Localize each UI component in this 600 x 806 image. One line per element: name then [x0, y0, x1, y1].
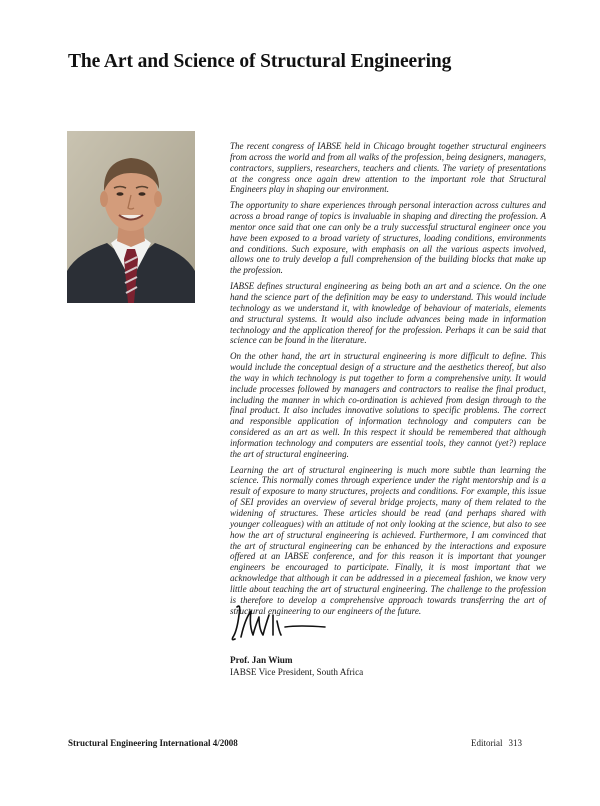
footer-page-info	[471, 738, 522, 748]
footer-page-number: 313	[508, 738, 522, 748]
footer-journal: Structural Engineering International 4/2008	[68, 738, 238, 748]
footer-section: Editorial	[471, 738, 503, 748]
author-photo	[67, 131, 195, 303]
author-role: IABSE Vice President, South Africa	[230, 667, 364, 677]
author-name: Prof. Jan Wium	[230, 655, 293, 665]
article-paragraph: On the other hand, the art in structural engineering is more difficult to define. This would include the conceptual design of a structure and the aesthetics thereof, but also the way in which technology is put together to form a comprehensive unity. It would include processes followed by managers and contractors to realise the final product, including the manner in which co-ordination is achieved from design through to the final product. It also includes innovative solutions to specific problems. The correct and responsible application of information technology and computers can be considered as an art as well. In this respect it should be remembered that although information technology and computers are essential tools, they cannot (yet?) replace the art of structural engineering.	[230, 351, 546, 459]
author-signature	[229, 597, 329, 647]
article-paragraph: IABSE defines structural engineering as being both an art and a science. On the one hand the science part of the definition may be easy to understand. This would include technology as we understand it, with knowledge of behaviour of materials, elements and structural systems. It would also include advances being made in information technology and the application thereof for the profession. Perhaps it can be said that science can be found in the literature.	[230, 281, 546, 346]
article-paragraph: The recent congress of IABSE held in Chicago brought together structural engineers from across the world and from all walks of the profession, being designers, managers, contractors, suppliers, researchers, teachers and clients. The variety of presentations at the congress once again drew attention to the important role that Structural Engineers play in shaping our environment.	[230, 141, 546, 195]
article-title: The Art and Science of Structural Engineering	[68, 51, 452, 72]
article-paragraph: The opportunity to share experiences through personal interaction across cultures and across a broad range of topics is invaluable in shaping and directing the profession. A mentor once said that one can only be a truly successful structural engineer once you have been exposed to a broad variety of structures, loading conditions, environments and conditions. Such exposure, with emphasis on all the various aspects involved, allows one to truly develop a full comprehension of the building blocks that make up the profession.	[230, 200, 546, 276]
article-body	[230, 141, 546, 621]
article-paragraph: Learning the art of structural engineering is much more subtle than learning the science. This normally comes through experience under the right mentorship and is a result of exposure to many structures, projects and conditions. For example, this issue of SEI provides an overview of several bridge projects, many of them related to the widening of structures. These articles should be read (and perhaps shared with younger colleagues) with an attitude of not only looking at the science, but also to see how the art of structural engineering is achieved. Furthermore, I am convinced that the art of structural engineering can be enhanced by the interactions and exposure offered at an IABSE conference, and for this reason it is important that younger engineers be encouraged to participate. Finally, it is most important that we acknowledge that although it can be addressed in a piecemeal fashion, we know very little about teaching the art of structural engineering. The challenge to the profession is therefore to develop a comprehensive approach towards transferring the art of structural engineering to our engineers of the future.	[230, 464, 546, 616]
